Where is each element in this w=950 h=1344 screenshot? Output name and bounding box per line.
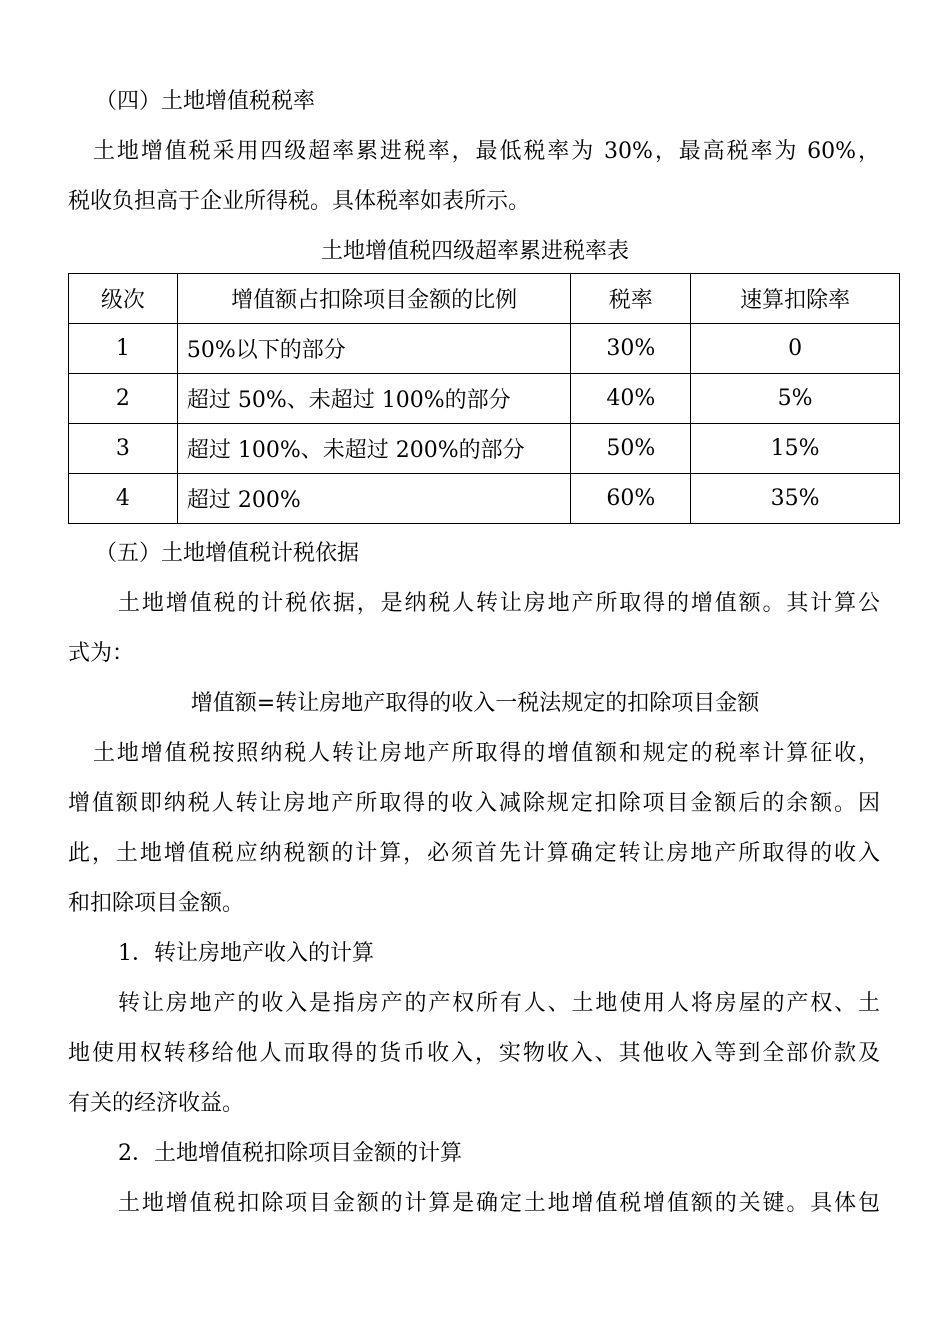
paragraph-line: 增值额即纳税人转让房地产所取得的收入减除规定扣除项目金额后的余额。因 <box>68 791 880 816</box>
paragraph-line: 式为： <box>68 641 135 666</box>
table-row <box>69 324 900 374</box>
cell-level: 1 <box>69 324 178 374</box>
cell-ratio: 超过 50%、未超过 100%的部分 <box>177 374 571 424</box>
cell-tax-rate: 50% <box>571 424 691 474</box>
table-row <box>69 474 900 524</box>
item-heading-income: 1．转让房地产收入的计算 <box>118 941 374 966</box>
paragraph-line: 土地增值税的计税依据，是纳税人转让房地产所取得的增值额。其计算公 <box>118 591 880 616</box>
cell-level: 4 <box>69 474 178 524</box>
cell-quick-deduction: 15% <box>691 424 900 474</box>
cell-ratio: 超过 100%、未超过 200%的部分 <box>177 424 571 474</box>
section-heading-tax-basis: （五）土地增值税计税依据 <box>95 541 360 566</box>
cell-ratio: 超过 200% <box>177 474 571 524</box>
cell-tax-rate: 40% <box>571 374 691 424</box>
cell-tax-rate: 60% <box>571 474 691 524</box>
paragraph-line: 和扣除项目金额。 <box>68 891 245 916</box>
cell-level: 3 <box>69 424 178 474</box>
tax-rate-table <box>68 273 900 524</box>
table-title: 土地增值税四级超率累进税率表 <box>320 239 629 264</box>
section-heading-tax-rate: （四）土地增值税税率 <box>95 89 316 114</box>
paragraph-line: 土地增值税按照纳税人转让房地产所取得的增值额和规定的税率计算征收， <box>93 741 880 766</box>
item-heading-deductions: 2．土地增值税扣除项目金额的计算 <box>118 1141 462 1166</box>
formula: 增值额=转让房地产取得的收入一税法规定的扣除项目金额 <box>190 691 760 716</box>
header-ratio: 增值额占扣除项目金额的比例 <box>177 274 571 324</box>
header-quick-deduction: 速算扣除率 <box>691 274 900 324</box>
table-row <box>69 424 900 474</box>
table-header-row <box>69 274 900 324</box>
paragraph-line: 地使用权转移给他人而取得的货币收入，实物收入、其他收入等到全部价款及 <box>68 1041 880 1066</box>
paragraph-line: 税收负担高于企业所得税。具体税率如表所示。 <box>68 189 531 214</box>
paragraph-line: 土地增值税采用四级超率累进税率，最低税率为 30%，最高税率为 60%， <box>93 139 880 164</box>
paragraph-line: 土地增值税扣除项目金额的计算是确定土地增值税增值额的关键。具体包 <box>118 1191 880 1216</box>
paragraph-line: 转让房地产的收入是指房产的产权所有人、土地使用人将房屋的产权、土 <box>118 991 880 1016</box>
cell-tax-rate: 30% <box>571 324 691 374</box>
cell-quick-deduction: 5% <box>691 374 900 424</box>
paragraph-line: 此，土地增值税应纳税额的计算，必须首先计算确定转让房地产所取得的收入 <box>68 841 880 866</box>
cell-ratio: 50%以下的部分 <box>177 324 571 374</box>
paragraph-line: 有关的经济收益。 <box>68 1091 245 1116</box>
cell-level: 2 <box>69 374 178 424</box>
table-row <box>69 374 900 424</box>
cell-quick-deduction: 0 <box>691 324 900 374</box>
header-level: 级次 <box>69 274 178 324</box>
header-tax-rate: 税率 <box>571 274 691 324</box>
cell-quick-deduction: 35% <box>691 474 900 524</box>
